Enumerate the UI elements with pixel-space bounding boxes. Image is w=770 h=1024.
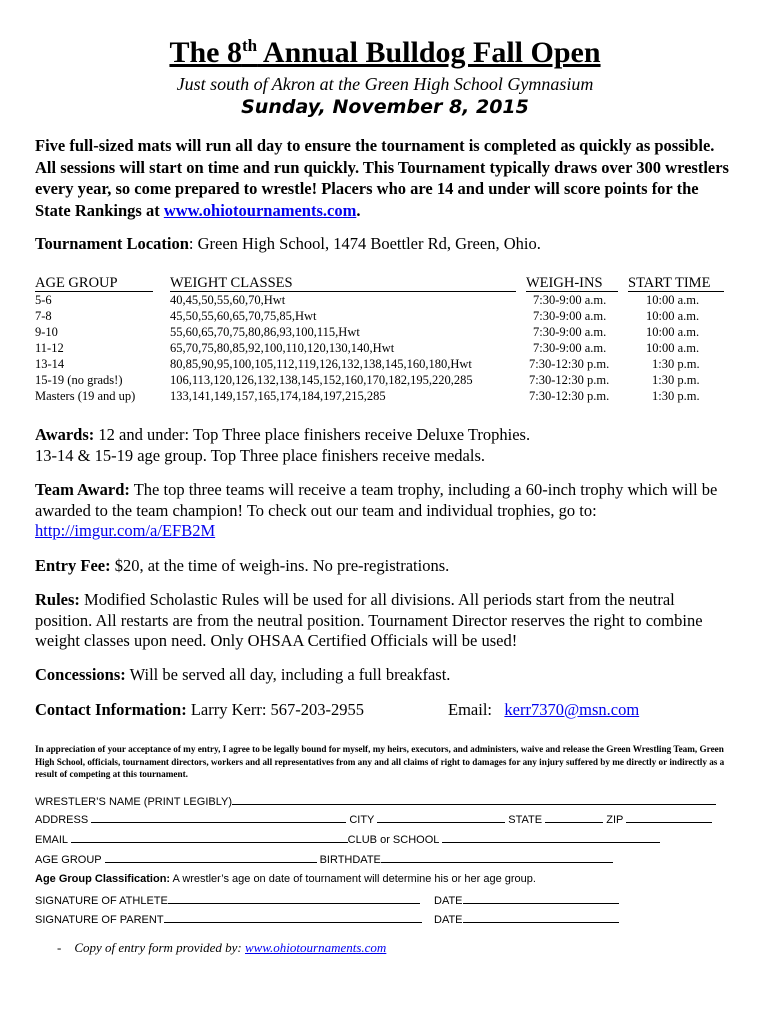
awards-section bbox=[35, 425, 735, 466]
row-start: 1:30 p.m. bbox=[652, 389, 700, 403]
header-underline-weighins bbox=[526, 291, 618, 292]
parent-signature-field[interactable] bbox=[164, 912, 422, 923]
athlete-signature-row bbox=[35, 893, 420, 907]
footer-link[interactable]: www.ohiotournaments.com bbox=[245, 940, 387, 955]
header-underline-weights bbox=[170, 291, 516, 292]
wrestler-name-label: WRESTLER’S NAME (PRINT LEGIBLY) bbox=[35, 796, 233, 808]
row-weighins: 7:30-9:00 a.m. bbox=[533, 309, 607, 323]
header-underline-start bbox=[628, 291, 724, 292]
parent-date-row bbox=[434, 912, 619, 926]
email-label: Email: bbox=[448, 700, 492, 719]
row-weights: 40,45,50,55,60,70,Hwt bbox=[170, 293, 286, 307]
email-club-row bbox=[35, 832, 660, 846]
parent-date-label: DATE bbox=[434, 914, 463, 926]
ohiotournaments-link[interactable]: www.ohiotournaments.com bbox=[163, 200, 357, 220]
row-start: 1:30 p.m. bbox=[652, 373, 700, 387]
row-age: 5-6 bbox=[35, 293, 52, 307]
contact-email bbox=[448, 700, 639, 720]
row-start: 10:00 a.m. bbox=[646, 309, 700, 323]
intro-end: . bbox=[356, 200, 361, 220]
row-start: 10:00 a.m. bbox=[646, 341, 700, 355]
row-weighins: 7:30-9:00 a.m. bbox=[533, 293, 607, 307]
concessions-text: Will be served all day, including a full breakfast. bbox=[125, 665, 451, 684]
row-weights: 80,85,90,95,100,105,112,119,126,132,138,145,160,180,Hwt bbox=[170, 357, 472, 371]
subtitle: Just south of Akron at the Green High School Gymnasium bbox=[176, 74, 594, 94]
rules-section bbox=[35, 590, 735, 652]
row-weighins: 7:30-9:00 a.m. bbox=[533, 341, 607, 355]
row-weights: 106,113,120,126,132,138,145,152,160,170,182,195,220,285 bbox=[170, 373, 473, 387]
athlete-signature-field[interactable] bbox=[168, 893, 420, 904]
footer-dash: - bbox=[57, 940, 62, 955]
page-title bbox=[0, 36, 770, 70]
state-label: STATE bbox=[508, 814, 543, 826]
row-age: 11-12 bbox=[35, 341, 64, 355]
row-start: 10:00 a.m. bbox=[646, 325, 700, 339]
classification-label: Age Group Classification: bbox=[35, 873, 171, 885]
awards-label: Awards: bbox=[35, 425, 95, 444]
age-group-label: AGE GROUP bbox=[35, 854, 102, 866]
footer-note bbox=[57, 940, 386, 956]
imgur-link[interactable]: http://imgur.com/a/EFB2M bbox=[35, 521, 216, 540]
row-weights: 45,50,55,60,65,70,75,85,Hwt bbox=[170, 309, 317, 323]
athlete-date-label: DATE bbox=[434, 895, 463, 907]
liability-waiver: In appreciation of your acceptance of my entry, I agree to be legally bound for myself, my heirs, executors, and administers, waive and release the Green Wrestling Team, Green High School, officials, tournament directors, workers and all representatives from any and all claims of right to damages for any injury suffered by me directly or indirectly as a result of competing at this tournament. bbox=[35, 744, 725, 779]
contact-label: Contact Information: bbox=[35, 700, 187, 719]
club-label: CLUB or SCHOOL bbox=[347, 834, 439, 846]
age-group-row bbox=[35, 852, 613, 866]
row-weighins: 7:30-9:00 a.m. bbox=[533, 325, 607, 339]
tournament-location bbox=[35, 234, 541, 254]
row-weights: 55,60,65,70,75,80,86,93,100,115,Hwt bbox=[170, 325, 360, 339]
row-start: 1:30 p.m. bbox=[652, 357, 700, 371]
entry-fee-text: $20, at the time of weigh-ins. No pre-registrations. bbox=[110, 556, 450, 575]
birthdate-label: BIRTHDATE bbox=[319, 854, 381, 866]
zip-label: ZIP bbox=[606, 814, 624, 826]
row-age: 13-14 bbox=[35, 357, 65, 371]
header-age-group: AGE GROUP bbox=[35, 275, 118, 291]
title-text-rest: Annual Bulldog Fall Open bbox=[257, 36, 601, 69]
classification-text: A wrestler’s age on date of tournament will determine his or her age group. bbox=[170, 873, 536, 885]
address-field[interactable] bbox=[91, 812, 346, 823]
entry-fee-section bbox=[35, 556, 735, 577]
athlete-date-field[interactable] bbox=[463, 893, 619, 904]
intro-text: Five full-sized mats will run all day to ensure the tournament is completed as quickly as possible. All sessions will start on time and run quickly. This Tournament typically draws over 300 wrestlers every year, so come prepared to wrestle! Placers who are 14 and under will score points for the State Rankings at bbox=[35, 136, 729, 220]
athlete-date-row bbox=[434, 893, 619, 907]
team-award-text: The top three teams will receive a team trophy, including a 60-inch trophy which will be awarded to the team champion! To check out our team and individual trophies, go to: bbox=[35, 480, 718, 520]
header-weight-classes: WEIGHT CLASSES bbox=[170, 275, 293, 291]
event-date: Sunday, November 8, 2015 bbox=[241, 96, 529, 118]
footer-text: Copy of entry form provided by: bbox=[74, 940, 245, 955]
parent-date-field[interactable] bbox=[463, 912, 619, 923]
wrestler-name-field[interactable] bbox=[232, 794, 716, 805]
athlete-signature-label: SIGNATURE OF ATHLETE bbox=[35, 895, 168, 907]
entry-fee-label: Entry Fee: bbox=[35, 556, 111, 575]
contact-section bbox=[35, 700, 364, 720]
title-superscript: th bbox=[241, 36, 258, 55]
row-start: 10:00 a.m. bbox=[646, 293, 700, 307]
age-group-field[interactable] bbox=[105, 852, 317, 863]
address-label: ADDRESS bbox=[35, 814, 89, 826]
email-link[interactable]: kerr7370@msn.com bbox=[504, 700, 640, 719]
contact-text: Larry Kerr: 567-203-2955 bbox=[186, 700, 365, 719]
state-field[interactable] bbox=[545, 812, 603, 823]
header-underline-age bbox=[35, 291, 153, 292]
form-email-label: EMAIL bbox=[35, 834, 68, 846]
row-age: 7-8 bbox=[35, 309, 52, 323]
header-start-time: START TIME bbox=[628, 275, 711, 291]
birthdate-field[interactable] bbox=[381, 852, 613, 863]
zip-field[interactable] bbox=[626, 812, 712, 823]
team-award-section bbox=[35, 480, 735, 542]
row-weights: 65,70,75,80,85,92,100,110,120,130,140,Hwt bbox=[170, 341, 395, 355]
rules-text: Modified Scholastic Rules will be used for all divisions. All periods start from the neutral position. All restarts are from the neutral position. Tournament Director reserves the right to combine weight classes upon need. Only OHSAA Certified Officials will be used! bbox=[35, 590, 703, 650]
form-email-field[interactable] bbox=[71, 832, 348, 843]
row-weighins: 7:30-12:30 p.m. bbox=[529, 389, 610, 403]
team-award-label: Team Award: bbox=[35, 480, 130, 499]
concessions-section bbox=[35, 665, 735, 686]
parent-signature-label: SIGNATURE OF PARENT bbox=[35, 914, 164, 926]
rules-label: Rules: bbox=[35, 590, 80, 609]
location-label: Tournament Location bbox=[35, 234, 189, 253]
row-age: 9-10 bbox=[35, 325, 58, 339]
club-field[interactable] bbox=[442, 832, 660, 843]
location-value: : Green High School, 1474 Boettler Rd, Green, Ohio. bbox=[188, 234, 541, 253]
row-weighins: 7:30-12:30 p.m. bbox=[529, 373, 610, 387]
awards-text-1: 12 and under: Top Three place finishers receive Deluxe Trophies. bbox=[94, 425, 531, 444]
concessions-label: Concessions: bbox=[35, 665, 126, 684]
row-weights: 133,141,149,157,165,174,184,197,215,285 bbox=[170, 389, 386, 403]
city-field[interactable] bbox=[377, 812, 505, 823]
city-label: CITY bbox=[349, 814, 375, 826]
parent-signature-row bbox=[35, 912, 422, 926]
row-age: 15-19 (no grads!) bbox=[35, 373, 123, 387]
header-weigh-ins: WEIGH-INS bbox=[526, 275, 603, 291]
row-age: Masters (19 and up) bbox=[35, 389, 136, 403]
address-row bbox=[35, 812, 712, 826]
wrestler-name-row bbox=[35, 794, 716, 808]
age-classification-row bbox=[35, 873, 536, 885]
row-weighins: 7:30-12:30 p.m. bbox=[529, 357, 610, 371]
intro-paragraph bbox=[35, 135, 735, 221]
awards-text-2: 13-14 & 15-19 age group. Top Three place finishers receive medals. bbox=[35, 445, 486, 465]
title-text: The 8 bbox=[169, 36, 242, 69]
